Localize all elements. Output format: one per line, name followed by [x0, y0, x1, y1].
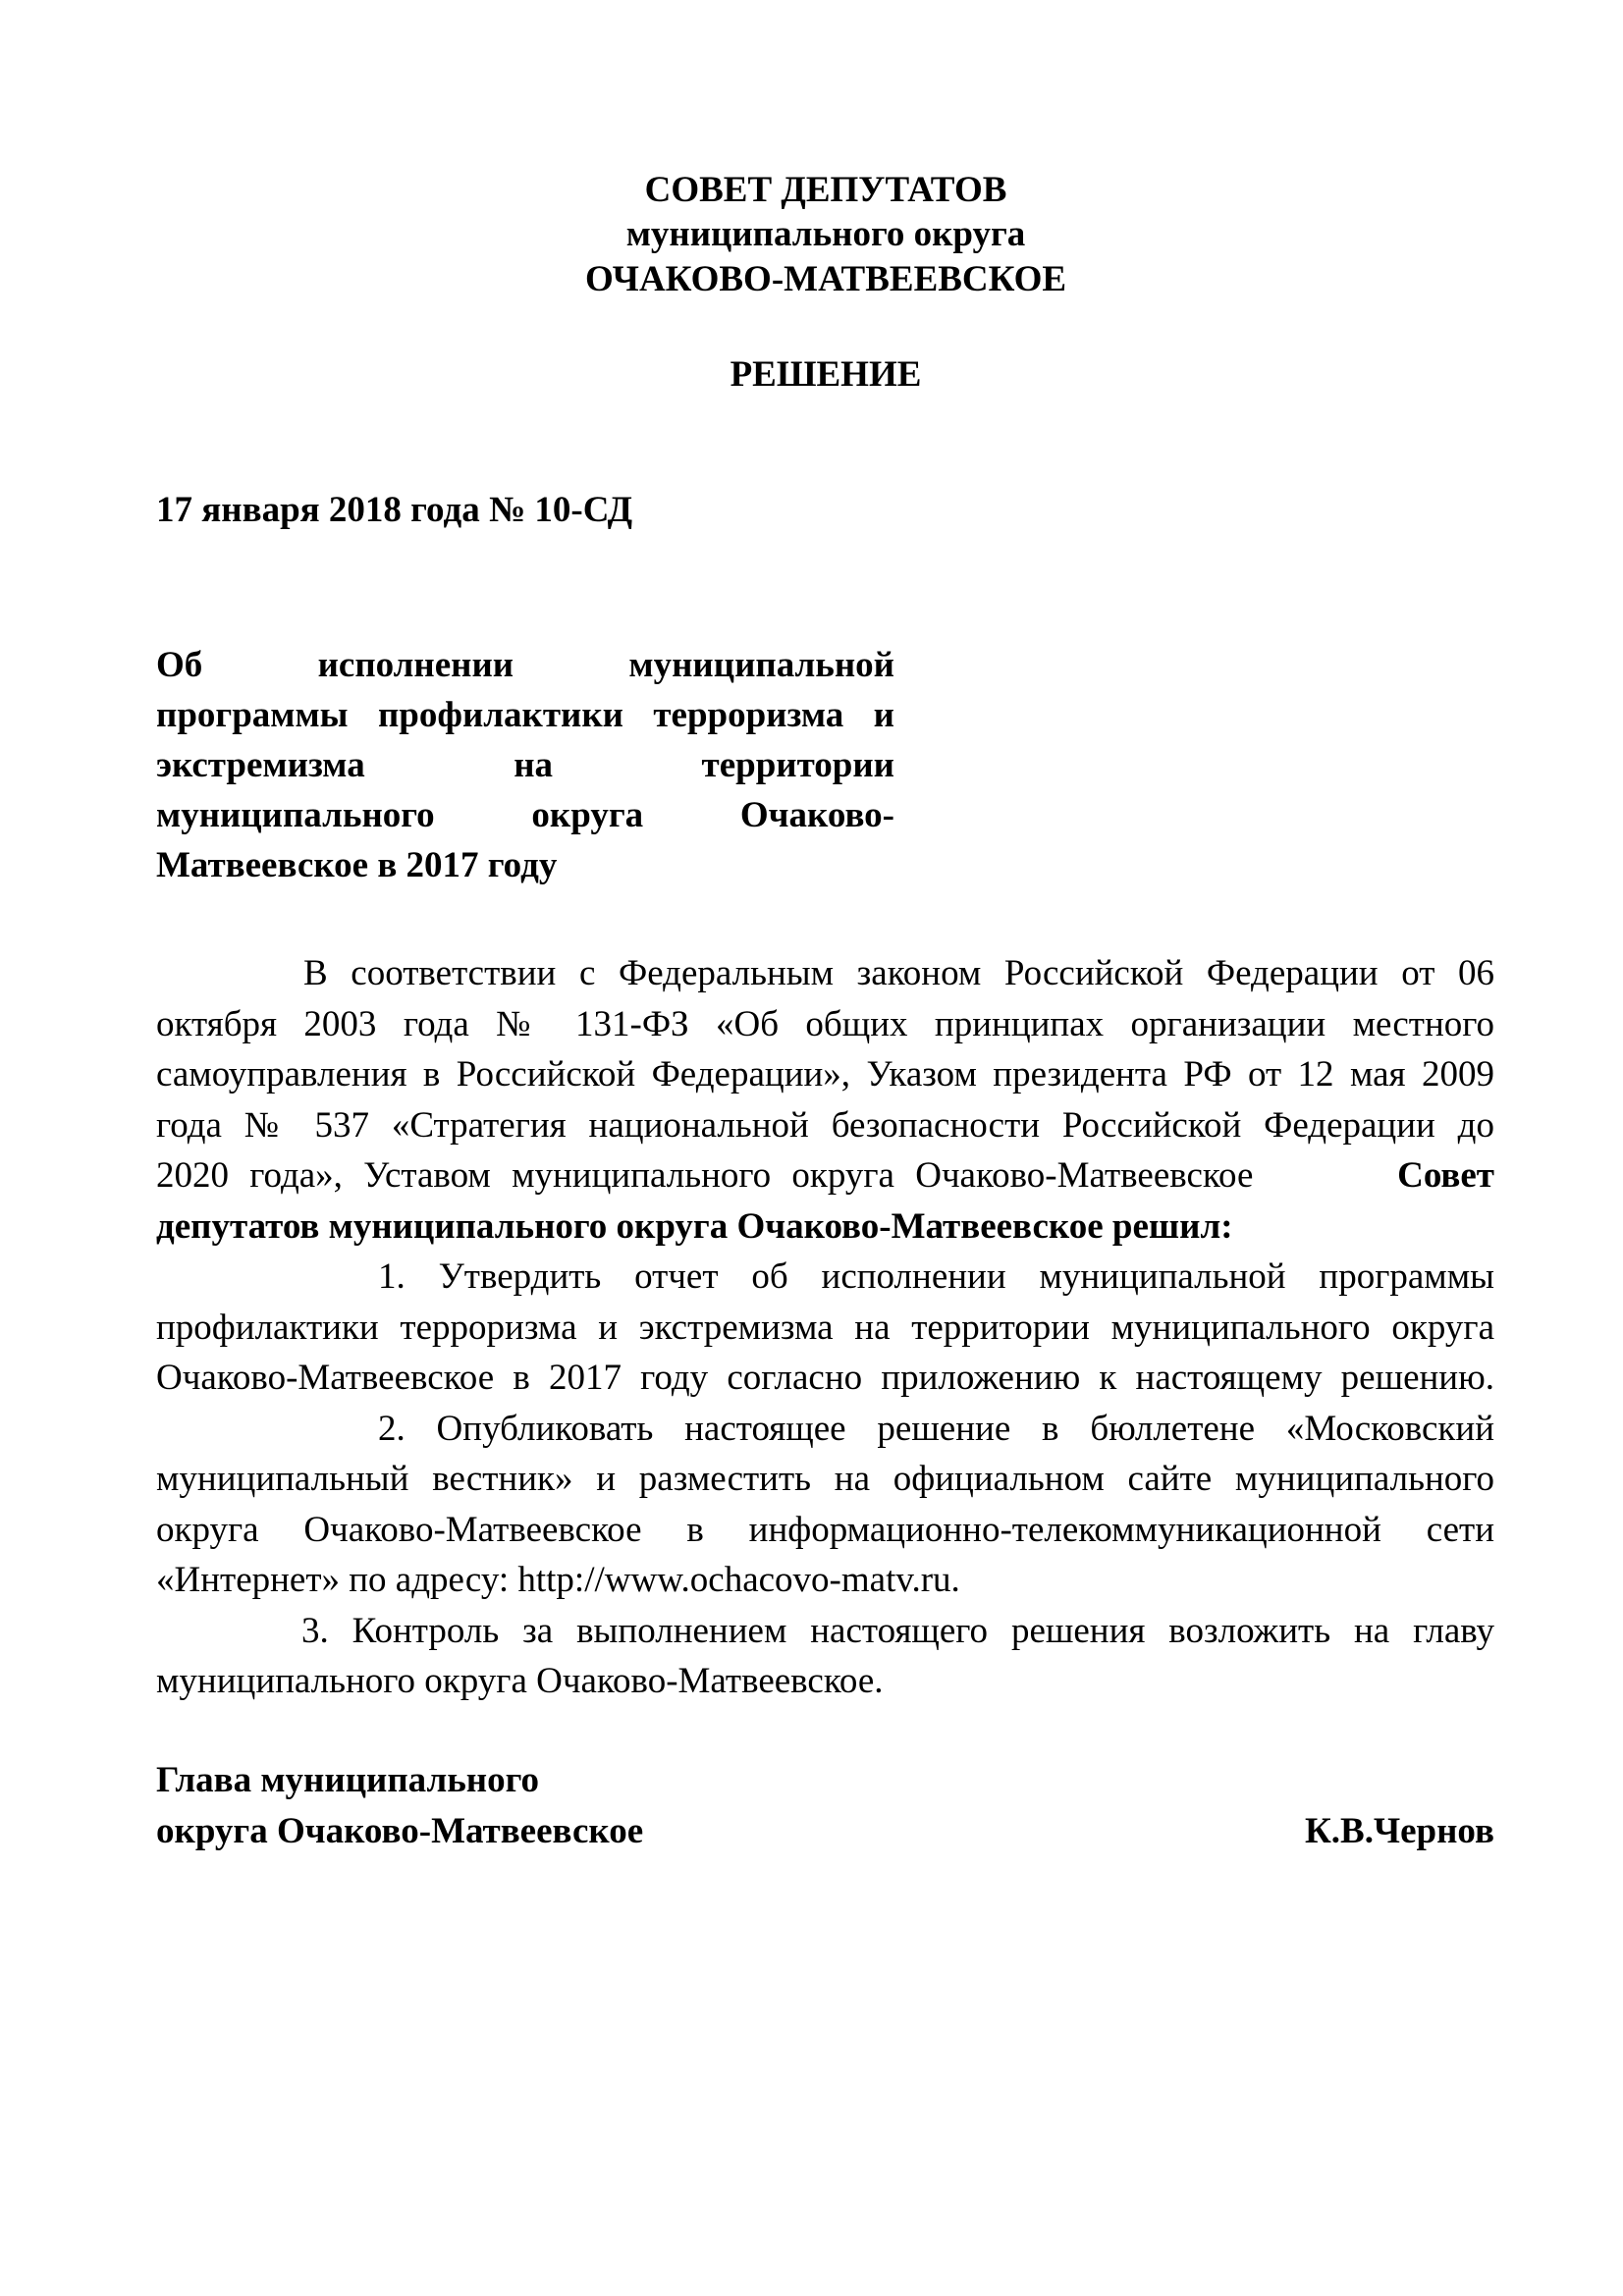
- item-1-line: Очаково-Матвеевское в 2017 году согласно приложению к настоящему решению.: [156, 1358, 1494, 1398]
- preamble-line: года № 537 «Стратегия национальной безопасности Российской Федерации до: [156, 1104, 1494, 1146]
- signatory-position: округа Очаково-Матвеевское: [156, 1811, 644, 1851]
- resolution-line: депутатов муниципального округа Очаково-Матвеевское решил:: [156, 1205, 1233, 1247]
- decision-body: [156, 948, 1494, 1707]
- decision-date-number: 17 января 2018 года № 10-СД: [156, 490, 633, 530]
- decision-subject: [156, 640, 894, 890]
- item-1-line: профилактики терроризма и экстремизма на территории муниципального округа: [156, 1307, 1494, 1348]
- item-2-line: 2. Опубликовать настоящее решение в бюллетене «Московский: [378, 1408, 1494, 1449]
- signature-block: [156, 1755, 1494, 1857]
- subject-line: Матвеевское в 2017 году: [156, 845, 558, 885]
- org-district: ОЧАКОВО-МАТВЕЕВСКОЕ: [584, 259, 1067, 299]
- decision-title: РЕШЕНИЕ: [730, 354, 922, 395]
- subject-line: программы профилактики терроризма и: [156, 695, 894, 735]
- document-header: [0, 169, 1623, 302]
- item-2-line: округа Очаково-Матвеевское в информационно-телекоммуникационной сети: [156, 1509, 1494, 1550]
- item-1-line: 1. Утвердить отчет об исполнении муниципальной программы: [378, 1256, 1494, 1297]
- item-2-line: «Интернет» по адресу: http://www.ochacovo-matv.ru.: [156, 1560, 960, 1600]
- preamble-line: В соответствии с Федеральным законом Российской Федерации от 06: [303, 953, 1494, 993]
- signatory-position: Глава муниципального: [156, 1760, 539, 1800]
- resolution-bold-tail: Совет: [1397, 1155, 1494, 1196]
- subject-line: муниципального округа Очаково-: [156, 795, 894, 835]
- preamble-line: октября 2003 года № 131-ФЗ «Об общих принципах организации местного: [156, 1003, 1494, 1044]
- subject-line: Об исполнении муниципальной: [156, 645, 894, 685]
- preamble-line: 2020 года», Уставом муниципального округа Очаково-Матвеевское Совет: [156, 1150, 1494, 1201]
- org-name: СОВЕТ ДЕПУТАТОВ: [644, 170, 1007, 210]
- item-3-line: муниципального округа Очаково-Матвеевское.: [156, 1661, 884, 1701]
- org-type: муниципального округа: [625, 214, 1026, 254]
- signatory-name: К.В.Чернов: [1304, 1811, 1494, 1851]
- preamble-line: самоуправления в Российской Федерации», Указом президента РФ от 12 мая 2009: [156, 1054, 1494, 1095]
- item-3-line: 3. Контроль за выполнением настоящего решения возложить на главу: [301, 1610, 1494, 1651]
- subject-line: экстремизма на территории: [156, 745, 894, 785]
- item-2-line: муниципальный вестник» и разместить на официальном сайте муниципального: [156, 1459, 1494, 1499]
